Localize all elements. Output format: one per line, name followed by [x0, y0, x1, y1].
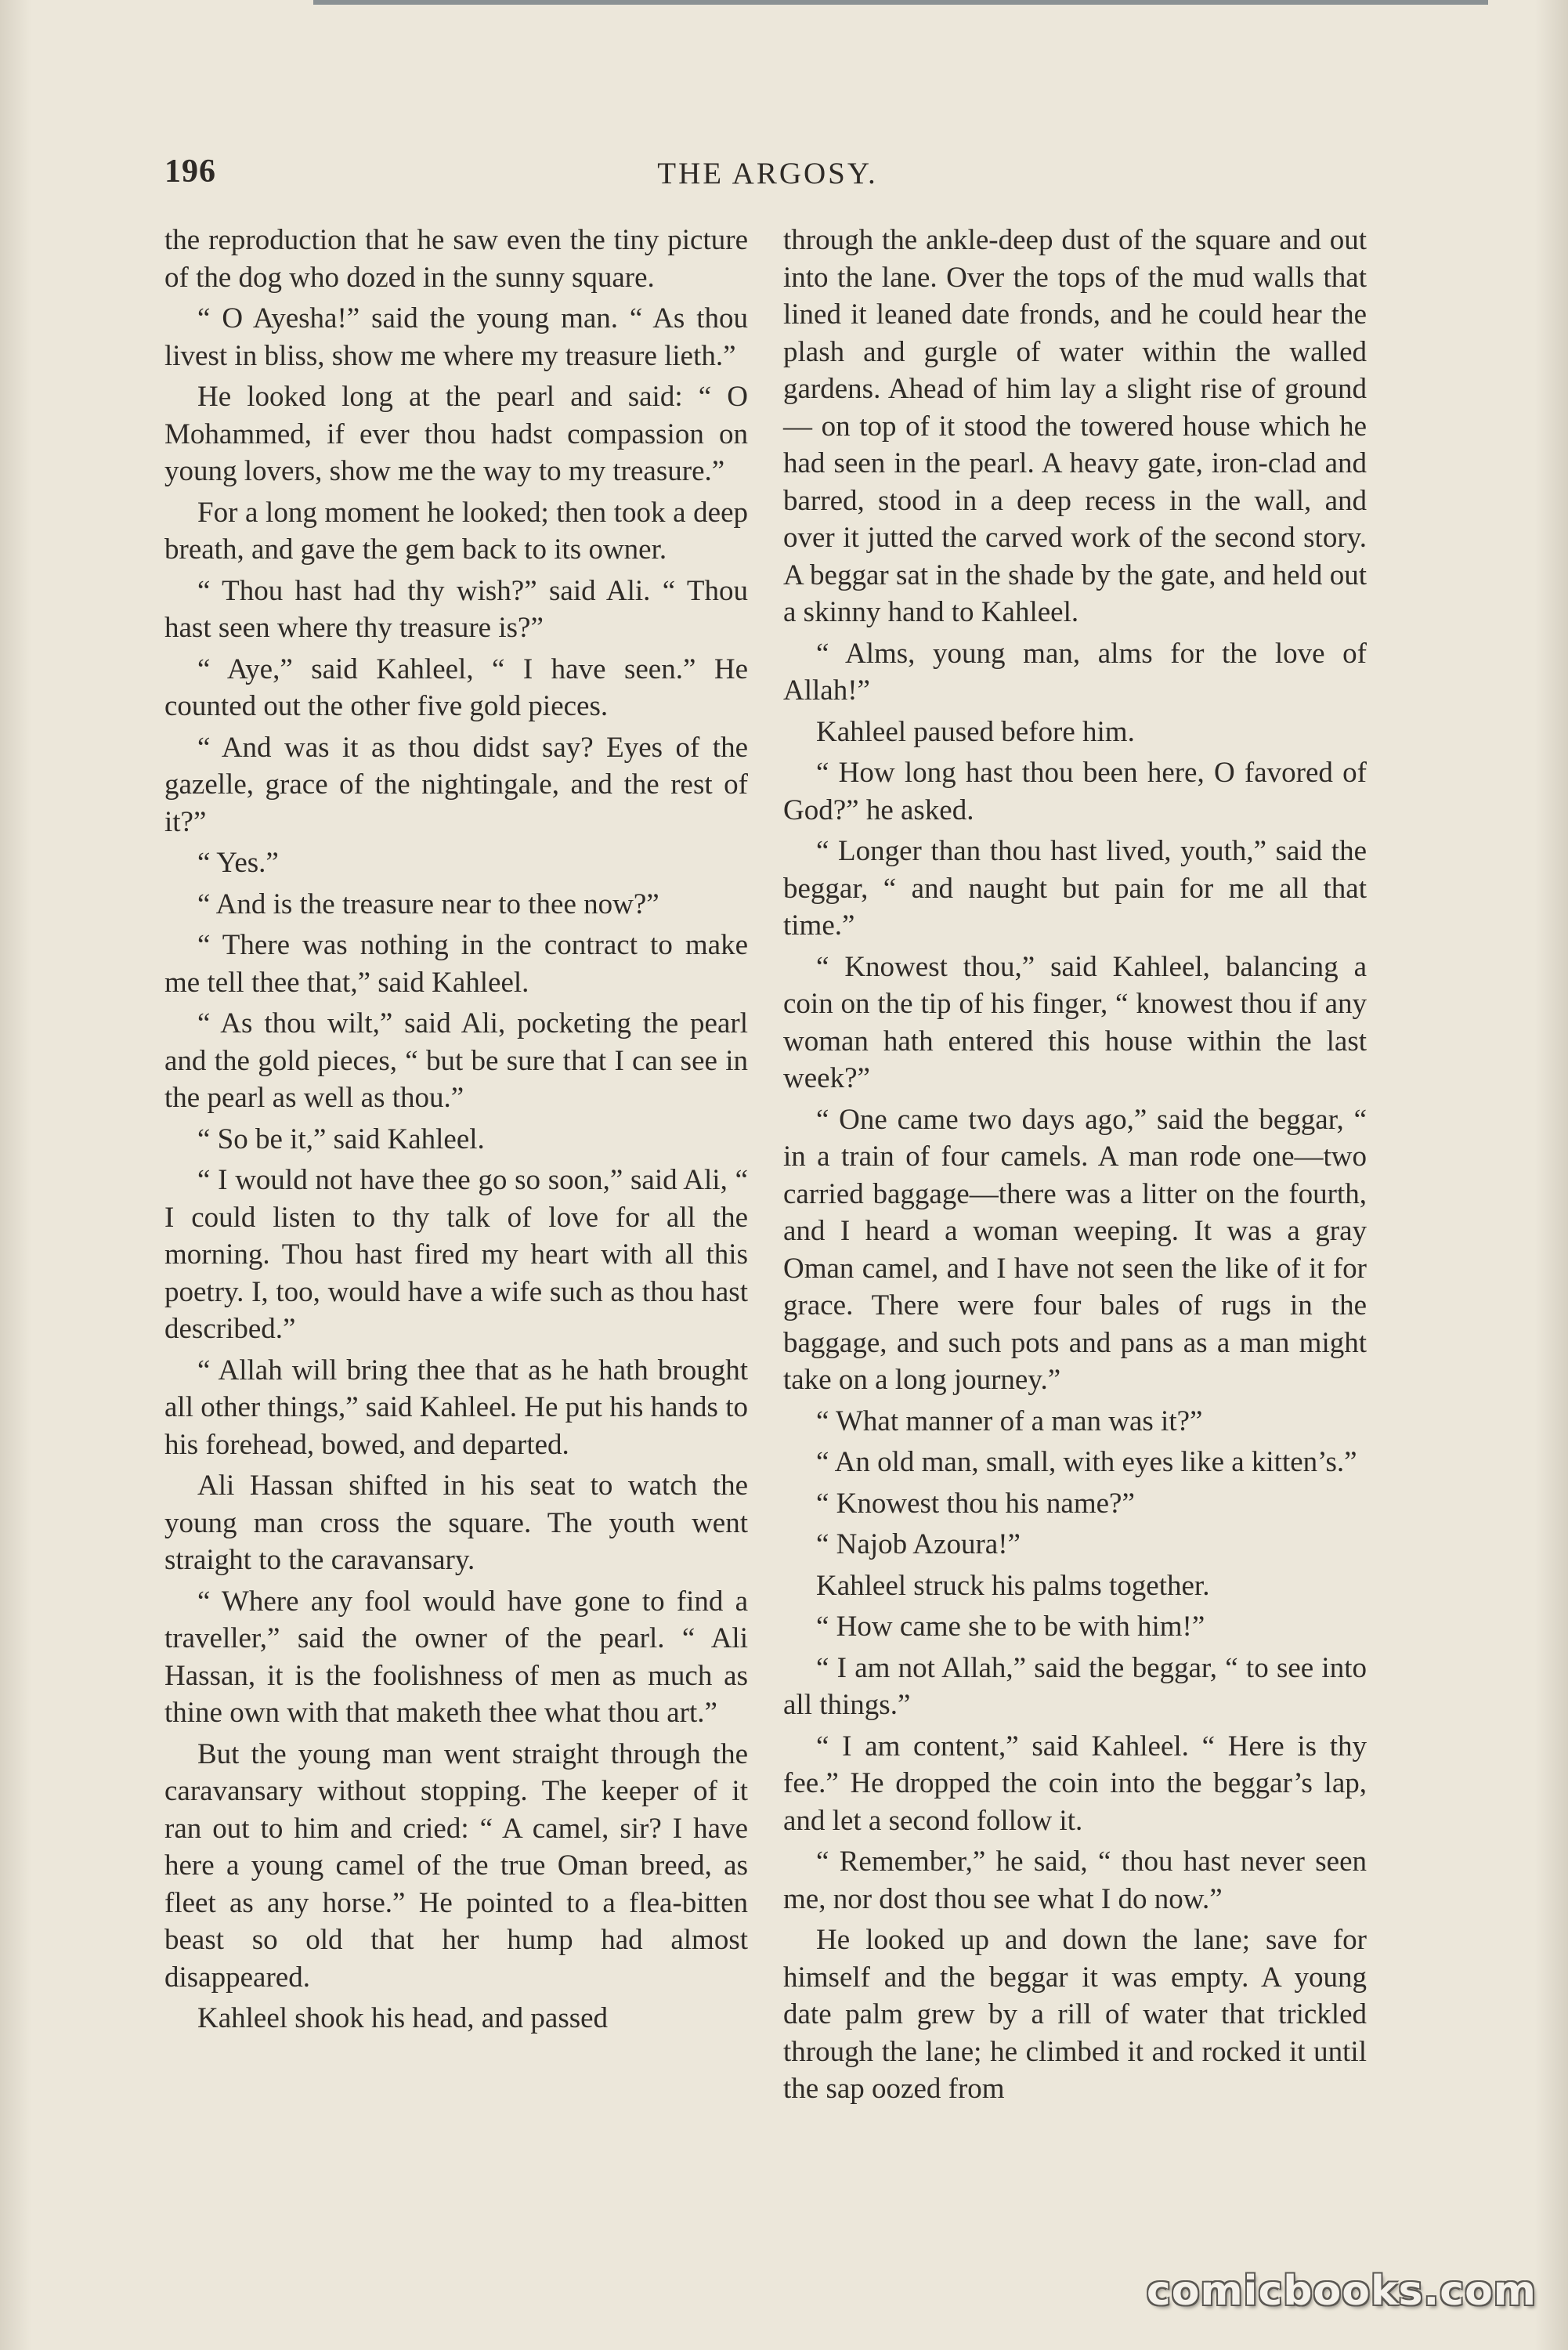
paragraph: He looked up and down the lane; save for himself and the beggar it was empty. A young date palm grew by a rill of water that trickled through the lane; he climbed it and rocked it until the sap oozed from [783, 1924, 1367, 2105]
paragraph: “ How long hast thou been here, O favored of God?” he asked. [783, 757, 1367, 826]
page-number: 196 [164, 154, 216, 190]
paragraph: Kahleel shook his head, and passed [197, 2002, 609, 2034]
paragraph: He looked long at the pearl and said: “ O Mohammed, if ever thou hadst compassion on young lovers, show me the way to my treasure.” [164, 381, 748, 487]
paragraph: “ One came two days ago,” said the beggar, “ in a train of four camels. A man rode one—two carried baggage—there was a litter on the fourth, and I heard a woman weeping. It was a gray Oman camel, and I have not seen the like of it for grace. There were four bales of rugs in the baggage, and such pots and pans as a man might take on a long journey.” [783, 1103, 1367, 1396]
paragraph: “ Najob Azoura!” [816, 1528, 1021, 1560]
paragraph: the reproduction that he saw even the tiny picture of the dog who dozed in the sunny square. [164, 224, 748, 294]
cover-edge [313, 0, 1488, 5]
paragraph: “ There was nothing in the contract to make me tell thee that,” said Kahleel. [164, 929, 748, 999]
left-column [164, 222, 748, 2041]
paragraph: “ Remember,” he said, “ thou hast never seen me, nor dost thou see what I do now.” [783, 1846, 1367, 1915]
paragraph: “ I am not Allah,” said the beggar, “ to see into all things.” [783, 1651, 1367, 1721]
paragraph: For a long moment he looked; then took a deep breath, and gave the gem back to its owner. [164, 496, 748, 566]
paragraph: “ I am content,” said Kahleel. “ Here is thy fee.” He dropped the coin into the beggar’s lap, and let a second follow it. [783, 1730, 1367, 1837]
paragraph: “ Where any fool would have gone to find a traveller,” said the owner of the pearl. “ Ali Hassan, it is the foolishness of men as much as thine own with that maketh thee what thou art.” [164, 1585, 748, 1729]
watermark: comicbooks.com [1146, 2268, 1537, 2315]
paragraph: through the ankle-deep dust of the square and out into the lane. Over the tops of the mud walls that lined it leaned date fronds, and he could hear the plash and gurgle of water within the walled gardens. Ahead of him lay a slight rise of ground— on top of it stood the towered house which he had seen in the pearl. A heavy gate, iron-clad and barred, stood in a deep recess in the wall, and over it jutted the carved work of the second story. A beggar sat in the shade by the gate, and held out a skinny hand to Kahleel. [783, 224, 1367, 628]
paragraph: “ As thou wilt,” said Ali, pocketing the pearl and the gold pieces, “ but be sure that I can see in the pearl as well as thou.” [164, 1007, 748, 1114]
paragraph: Kahleel paused before him. [816, 715, 1135, 748]
paragraph: “ Allah will bring thee that as he hath brought all other things,” said Kahleel. He put his hands to his forehead, bowed, and departed. [164, 1354, 748, 1461]
paragraph: “ And was it as thou didst say? Eyes of the gazelle, grace of the nightingale, and the rest of it?” [164, 731, 748, 838]
page-header [164, 153, 1371, 208]
right-column [783, 222, 1367, 2112]
paragraph: “ And is the treasure near to thee now?” [197, 888, 659, 920]
paragraph: Ali Hassan shifted in his seat to watch the young man cross the square. The youth went straight to the caravansary. [164, 1470, 748, 1576]
paragraph: “ Aye,” said Kahleel, “ I have seen.” He counted out the other five gold pieces. [164, 653, 748, 722]
paragraph: “ So be it,” said Kahleel. [197, 1123, 485, 1155]
paragraph: “ Knowest thou his name?” [816, 1487, 1135, 1520]
paragraph: “ Knowest thou,” said Kahleel, balancing a coin on the tip of his finger, “ knowest thou if any woman hath entered this house within the last week?” [783, 950, 1367, 1094]
paragraph: “ Thou hast had thy wish?” said Ali. “ Thou hast seen where thy treasure is?” [164, 574, 748, 644]
paragraph: “ An old man, small, with eyes like a kitten’s.” [816, 1446, 1357, 1478]
paragraph: “ Longer than thou hast lived, youth,” said the beggar, “ and naught but pain for me all that time.” [783, 835, 1367, 942]
paragraph: Kahleel struck his palms together. [816, 1569, 1210, 1602]
running-title: THE ARGOSY. [657, 157, 878, 190]
paragraph: “ Alms, young man, alms for the love of Allah!” [783, 637, 1367, 707]
paragraph: But the young man went straight through the caravansary without stopping. The keeper of it ran out to him and cried: “ A camel, sir? I have here a young camel of the true Oman breed, as fleet as any horse.” He pointed to a flea-bitten beast so old that her hump had almost disappeared. [164, 1737, 748, 1994]
paragraph: “ What manner of a man was it?” [816, 1405, 1203, 1437]
paragraph: “ Yes.” [197, 847, 279, 879]
paragraph: “ O Ayesha!” said the young man. “ As thou livest in bliss, show me where my treasure lieth.” [164, 302, 748, 372]
paragraph: “ How came she to be with him!” [816, 1611, 1205, 1643]
paragraph: “ I would not have thee go so soon,” said Ali, “ I could listen to thy talk of love for all the morning. Thou hast fired my heart with all this poetry. I, too, would have a wife such as thou hast described.” [164, 1164, 748, 1345]
